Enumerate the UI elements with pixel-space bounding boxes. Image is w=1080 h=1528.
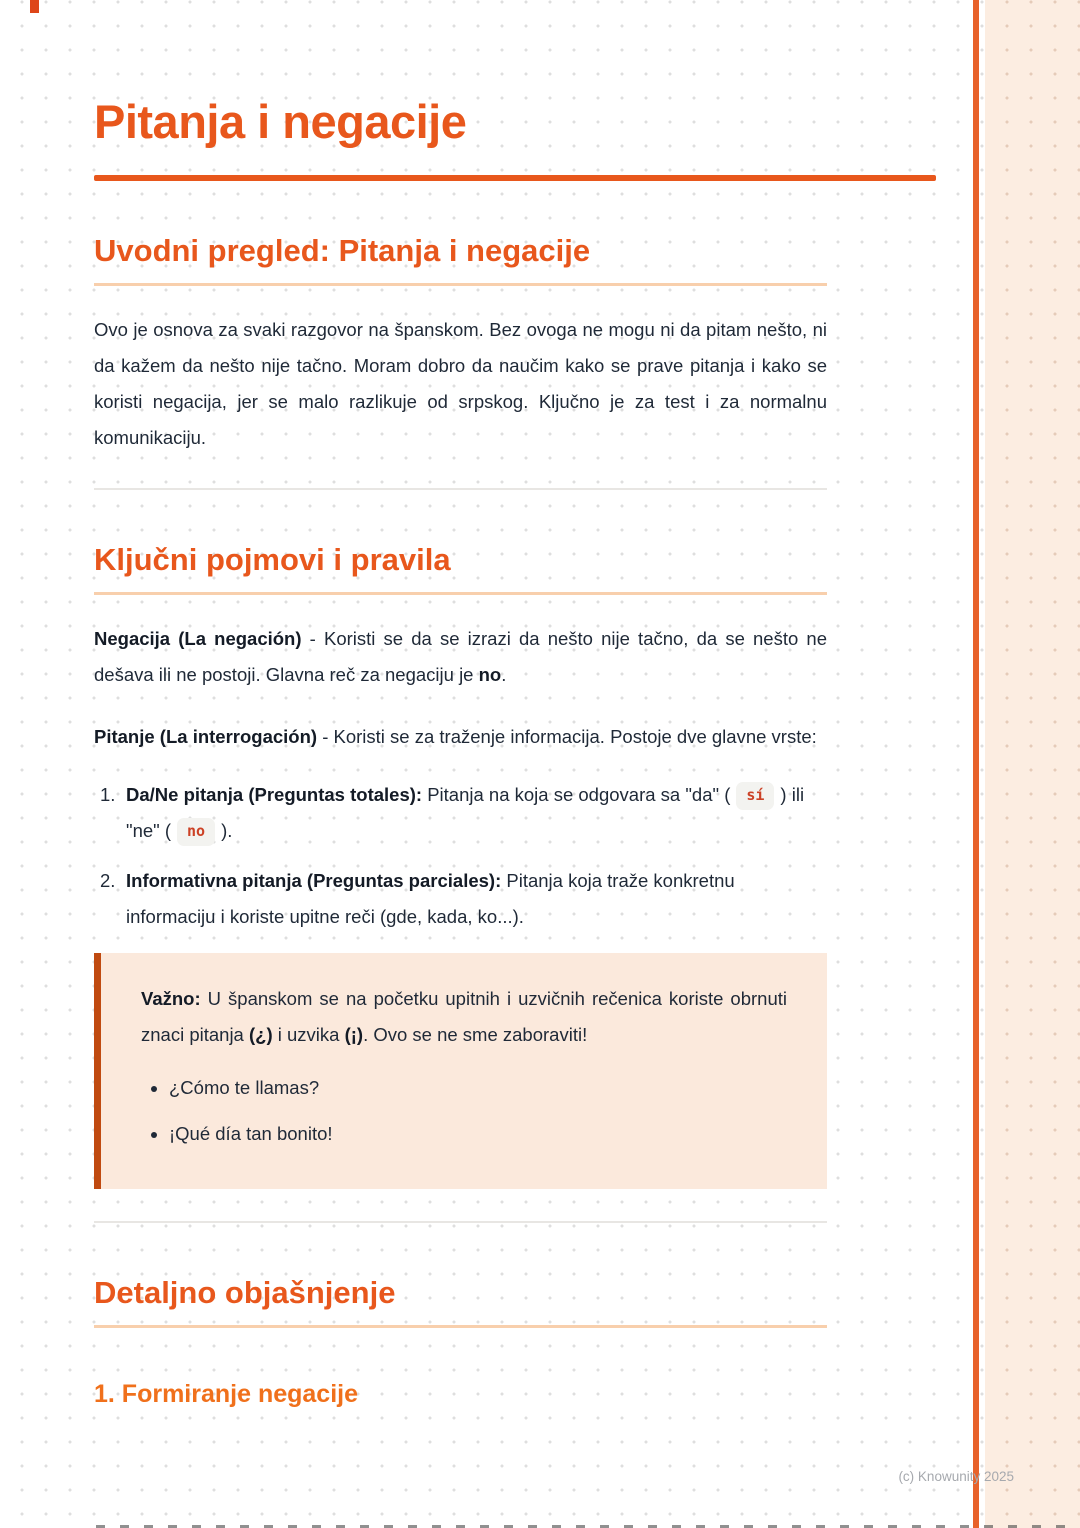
negation-keyword: no <box>478 664 502 685</box>
inverted-question-mark: (¿) <box>248 1024 273 1045</box>
sub-heading-negation-formation: 1. Formiranje negacije <box>94 1380 358 1408</box>
list-item-text: ) ili "ne" ( <box>126 784 805 841</box>
negation-paragraph <box>94 621 827 693</box>
callout-text: . Ovo se ne sme zaboraviti! <box>363 1024 588 1045</box>
list-item-text: Pitanja na koja se odgovara sa "da" ( <box>422 784 731 805</box>
inverted-exclamation-mark: (¡) <box>344 1024 364 1045</box>
question-text: - Koristi se za traženje informacija. Postoje dve glavne vrste: <box>317 726 817 747</box>
question-types-list <box>94 777 827 935</box>
negation-text: - Koristi se da se izrazi da nešto nije tačno, da se nešto ne dešava ili ne postoji. Glavna reč za negaciju je <box>94 628 828 685</box>
section-heading-key-concepts: Ključni pojmovi i pravila <box>94 542 827 595</box>
code-chip-si: sí <box>736 782 774 810</box>
list-item <box>94 863 827 935</box>
list-item-text: ). <box>221 820 233 841</box>
document-content <box>94 0 936 1409</box>
section-heading-intro: Uvodni pregled: Pitanja i negacije <box>94 233 827 286</box>
title-rule <box>94 175 936 181</box>
side-stripe <box>985 0 1080 1528</box>
callout-example: • ¡Qué día tan bonito! <box>169 1117 787 1151</box>
negation-term: Negacija (La negación) <box>94 628 302 649</box>
callout-paragraph <box>141 981 787 1053</box>
side-accent-line <box>973 0 979 1528</box>
negation-period: . <box>501 664 507 685</box>
question-term: Pitanje (La interrogación) <box>94 726 318 747</box>
section-heading-details: Detaljno objašnjenje <box>94 1275 827 1328</box>
list-item <box>94 777 827 849</box>
callout-example: • ¿Cómo te llamas? <box>169 1071 787 1105</box>
corner-mark <box>30 0 39 13</box>
callout-label: Važno: <box>141 988 201 1009</box>
code-chip-no: no <box>177 818 215 846</box>
callout-example-list <box>141 1071 787 1151</box>
callout-text: i uzvika <box>272 1024 345 1045</box>
page-title: Pitanja i negacije <box>94 95 467 148</box>
divider-2 <box>94 1221 827 1223</box>
copyright-footer: (c) Knowunity 2025 <box>898 1469 1014 1484</box>
list-item-text: Pitanja koja traže konkretnu informaciju i koriste upitne reči (gde, kada, ko...). <box>126 870 735 927</box>
intro-paragraph: Ovo je osnova za svaki razgovor na španskom. Bez ovoga ne mogu ni da pitam nešto, ni da kažem da nešto nije tačno. Moram dobro da naučim kako se prave pitanja i kako se koristi negacija, jer se malo razlikuje od srpskog. Ključno je za test i za normalnu komunikaciju. <box>94 319 827 448</box>
callout-text: U španskom se na početku upitnih i uzvičnih rečenica koriste obrnuti znaci pitanja <box>141 988 787 1045</box>
list-number: 2. <box>100 870 116 891</box>
list-item-term: Informativna pitanja (Preguntas parciales): <box>126 870 502 891</box>
divider-1 <box>94 488 827 490</box>
question-paragraph <box>94 719 827 755</box>
important-callout <box>94 953 827 1189</box>
list-number: 1. <box>100 784 116 805</box>
list-item-term: Da/Ne pitanja (Preguntas totales): <box>126 784 423 805</box>
